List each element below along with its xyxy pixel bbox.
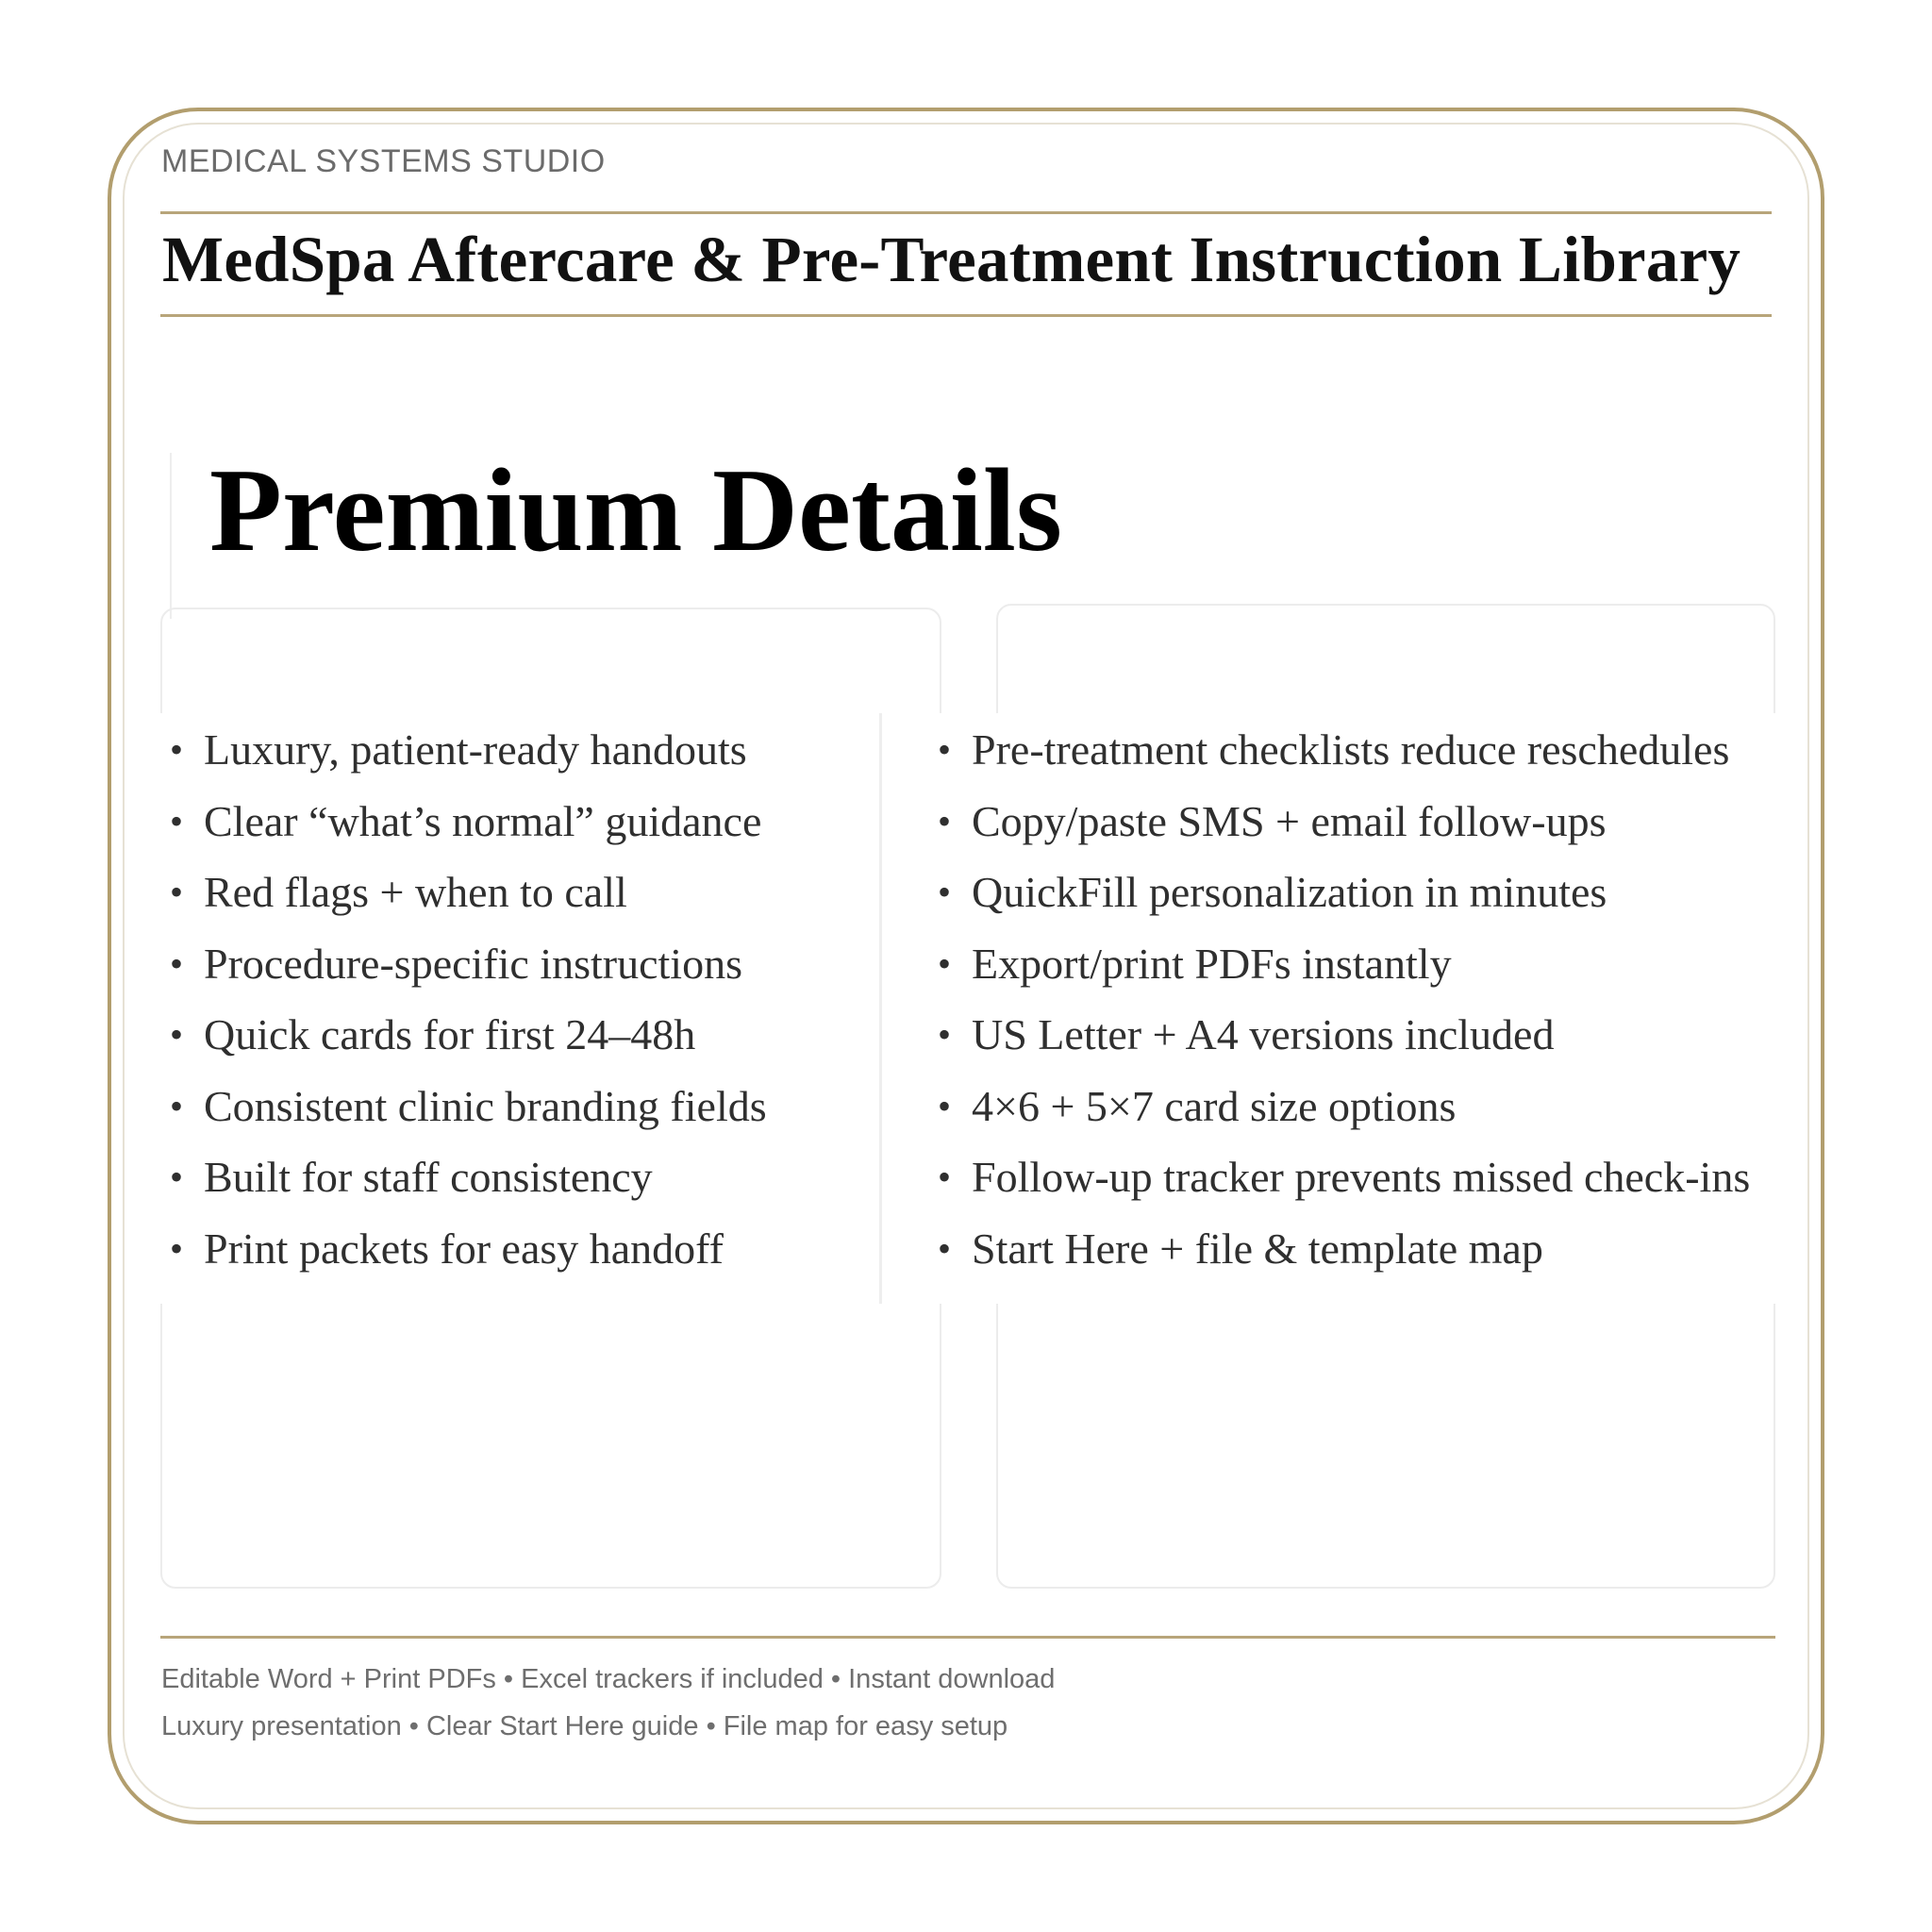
list-item [166,1146,767,1218]
list-item-text: Clear “what’s normal” guidance [204,796,762,845]
list-item [166,1218,767,1290]
list-item-text: 4×6 + 5×7 card size options [972,1081,1457,1130]
list-item [166,861,767,933]
list-item-text: Quick cards for first 24–48h [204,1010,696,1058]
list-item [934,1004,1750,1075]
bullet-icon: • [170,799,184,842]
bullet-icon: • [938,871,952,913]
list-item-text: Follow-up tracker prevents missed check-ins [972,1153,1751,1201]
header-rule-bottom [160,314,1772,317]
bullet-icon: • [938,728,952,771]
list-item [166,791,767,862]
bullet-icon: • [938,799,952,842]
list-item-text: US Letter + A4 versions included [972,1010,1555,1058]
list-item [166,719,767,791]
section-title: Premium Details [209,445,1062,576]
list-item [934,861,1750,933]
bullet-icon: • [170,728,184,771]
list-item [166,933,767,1005]
list-item-text: Pre-treatment checklists reduce reschedules [972,725,1730,774]
footer-line-1: Editable Word + Print PDFs • Excel trackers if included • Instant download [161,1664,1056,1694]
list-item [934,1146,1750,1218]
list-item [934,791,1750,862]
brand-label: MEDICAL SYSTEMS STUDIO [161,143,606,179]
bullet-icon: • [938,1084,952,1127]
bullet-icon: • [938,1013,952,1056]
header-rule-top [160,211,1772,214]
list-item-text: Export/print PDFs instantly [972,939,1452,988]
bullet-icon: • [170,1156,184,1198]
footer-rule [160,1636,1775,1639]
list-item-text: Copy/paste SMS + email follow-ups [972,796,1607,845]
list-item-text: Luxury, patient-ready handouts [204,725,747,774]
list-item-text: Print packets for easy handoff [204,1224,724,1273]
bullet-icon: • [938,1226,952,1270]
list-item-text: QuickFill personalization in minutes [972,868,1607,916]
document-title: MedSpa Aftercare & Pre-Treatment Instruction Library [162,224,1741,295]
bullet-icon: • [938,1156,952,1198]
bullet-icon: • [170,941,184,985]
feature-list-left [166,719,767,1289]
list-item-text: Start Here + file & template map [972,1224,1543,1273]
list-item-text: Built for staff consistency [204,1153,653,1201]
footer-line-2: Luxury presentation • Clear Start Here guide • File map for easy setup [161,1711,1008,1741]
bullet-icon: • [170,1084,184,1127]
list-item [934,1075,1750,1147]
bullet-icon: • [170,871,184,913]
list-item-text: Procedure-specific instructions [204,939,742,988]
bullet-icon: • [938,941,952,985]
list-item [934,933,1750,1005]
list-item [166,1004,767,1075]
list-item [934,719,1750,791]
feature-list-right [934,719,1750,1289]
list-item-text: Red flags + when to call [204,868,627,916]
list-item [934,1218,1750,1290]
bullet-icon: • [170,1226,184,1270]
bullet-icon: • [170,1013,184,1056]
list-item-text: Consistent clinic branding fields [204,1081,767,1130]
list-item [166,1075,767,1147]
